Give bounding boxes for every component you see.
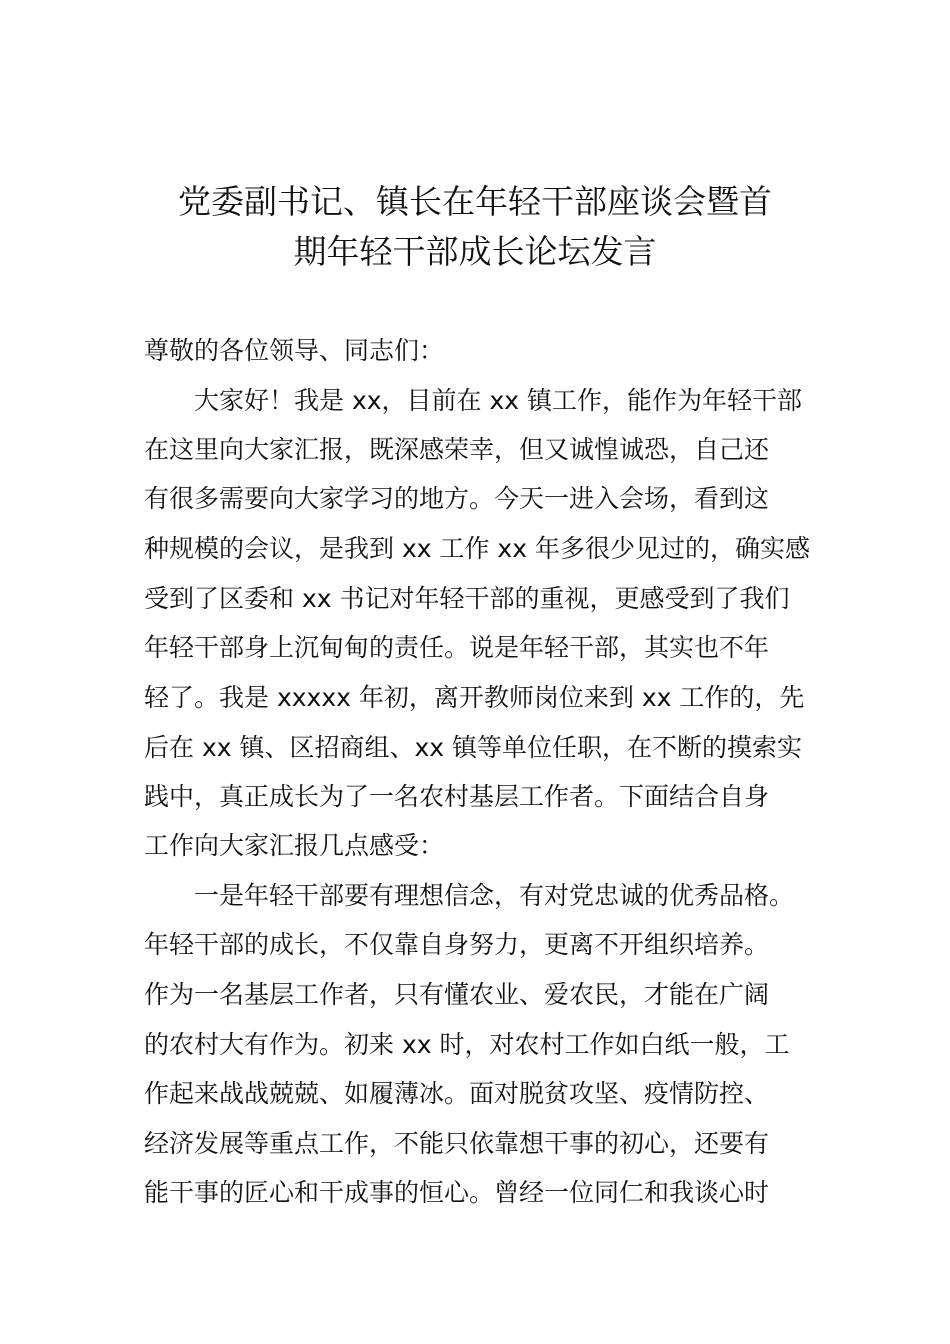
- paragraph-line: 作为一名基层工作者，只有懂农业、爱农民，才能在广阔: [144, 980, 770, 1009]
- paragraph-line: 能干事的匠心和干成事的恒心。曾经一位同仁和我谈心时: [144, 1178, 770, 1207]
- paragraph-line: 工作向大家汇报几点感受：: [144, 831, 445, 860]
- paragraph-line: 轻了。我是 xxxxx 年初，离开教师岗位来到 xx 工作的，先: [144, 683, 805, 712]
- paragraph-line: 经济发展等重点工作，不能只依靠想干事的初心，还要有: [144, 1129, 770, 1158]
- salutation: 尊敬的各位领导、同志们：: [144, 336, 445, 365]
- paragraph-line: 年轻干部身上沉甸甸的责任。说是年轻干部，其实也不年: [144, 633, 770, 662]
- paragraph-line: 后在 xx 镇、区招商组、xx 镇等单位任职，在不断的摸索实: [144, 733, 803, 762]
- paragraph-line: 大家好！我是 xx，目前在 xx 镇工作，能作为年轻干部: [194, 386, 803, 415]
- paragraph-line: 作起来战战兢兢、如履薄冰。面对脱贫攻坚、疫情防控、: [144, 1079, 770, 1108]
- paragraph-line: 有很多需要向大家学习的地方。今天一进入会场，看到这: [144, 484, 770, 513]
- paragraph-line: 践中，真正成长为了一名农村基层工作者。下面结合自身: [144, 782, 770, 811]
- paragraph-line: 一是年轻干部要有理想信念，有对党忠诚的优秀品格。: [194, 881, 795, 910]
- paragraph-line: 的农村大有作为。初来 xx 时，对农村工作如白纸一般，工: [144, 1030, 790, 1059]
- document-title-line-2: 期年轻干部成长论坛发言: [293, 232, 657, 271]
- paragraph-line: 受到了区委和 xx 书记对年轻干部的重视，更感受到了我们: [144, 584, 790, 613]
- paragraph-line: 年轻干部的成长，不仅靠自身努力，更离不开组织培养。: [144, 930, 770, 959]
- paragraph-line: 种规模的会议，是我到 xx 工作 xx 年多很少见过的，确实感: [144, 534, 810, 563]
- paragraph-line: 在这里向大家汇报，既深感荣幸，但又诚惶诚恐，自己还: [144, 435, 770, 464]
- document-title-line-1: 党委副书记、镇长在年轻干部座谈会暨首: [178, 182, 772, 221]
